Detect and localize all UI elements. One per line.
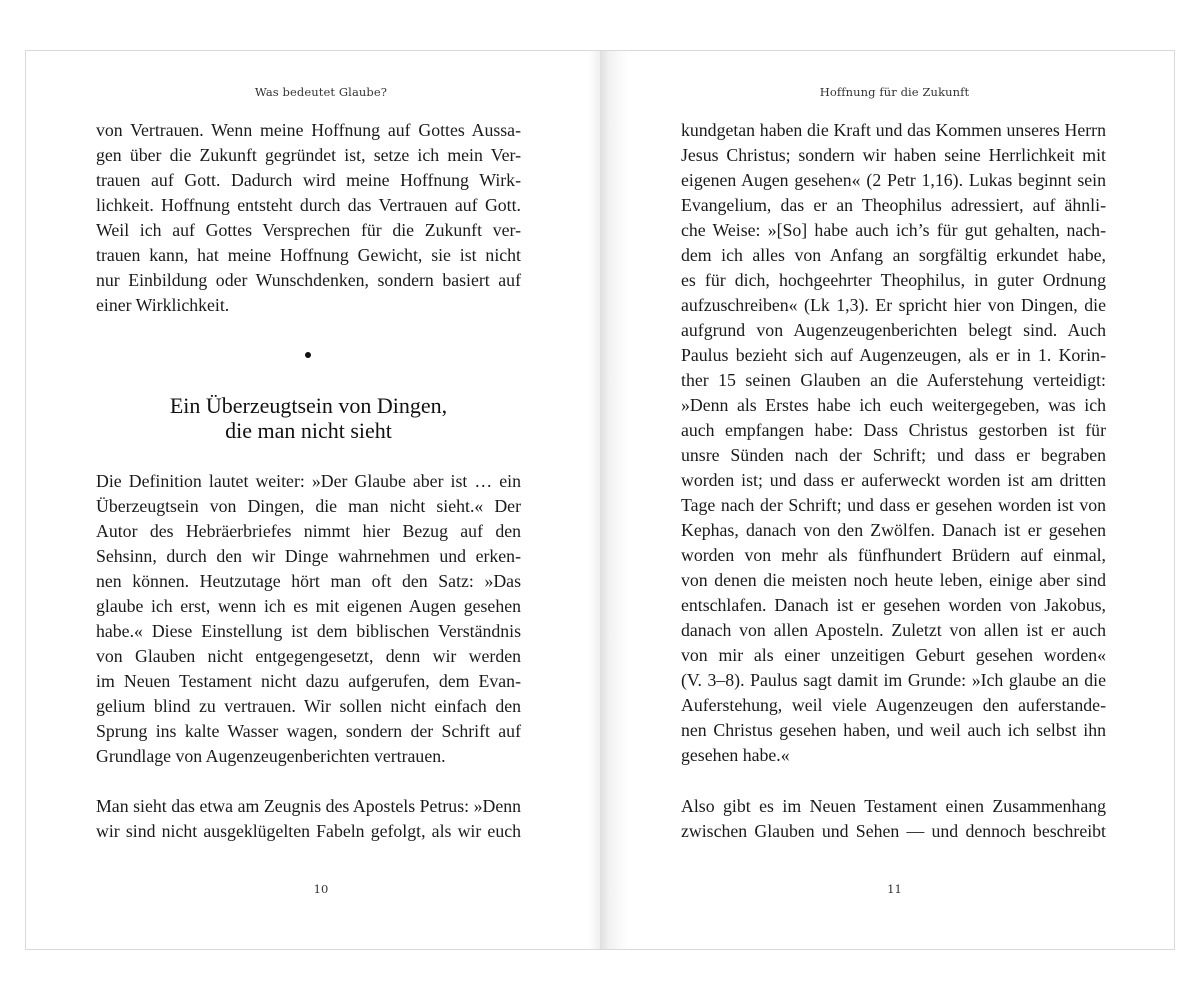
right-page [600, 51, 1174, 949]
text-line: dem ich alles von Anfang an sorgfältig erkundet habe, [681, 245, 1106, 265]
text-line: lichkeit. Hoffnung entsteht durch das Vertrauen auf Gott. [96, 195, 521, 215]
left-paragraph-1 [96, 118, 521, 318]
text-line: Autor des Hebräerbriefes nimmt hier Bezug auf den [96, 521, 521, 541]
page-number-right: 11 [887, 882, 902, 896]
text-line: von Vertrauen. Wenn meine Hoffnung auf Gottes Aussa- [96, 120, 521, 140]
text-line: Kephas, danach von den Zwölfen. Danach ist er gesehen [681, 520, 1106, 540]
text-line: glaube ich erst, wenn ich es mit eigenen Augen gesehen [96, 596, 521, 616]
text-line: eigenen Augen gesehen« (2 Petr 1,16). Lukas beginnt sein [681, 170, 1106, 190]
text-line: aufgrund von Augenzeugenberichten belegt sind. Auch [681, 320, 1106, 340]
running-head-left: Was bedeutet Glaube? [254, 85, 388, 99]
text-line: worden von mehr als fünfhundert Brüdern auf einmal, [681, 545, 1106, 565]
left-paragraph-3 [96, 794, 521, 844]
text-line: auch empfangen habe: Dass Christus gestorben ist für [681, 420, 1106, 440]
left-paragraph-2 [96, 469, 521, 769]
text-line: im Neuen Testament nicht dazu aufgerufen, dem Evan- [96, 671, 521, 691]
section-ornament-dot [305, 352, 311, 358]
text-line: unsre Sünden nach der Schrift; und dass er begraben [681, 445, 1106, 465]
text-line: Überzeugtsein von Dingen, die man nicht sieht.« Der [96, 496, 521, 516]
text-line: Man sieht das etwa am Zeugnis des Apostels Petrus: »Denn [96, 796, 521, 816]
page-number-left: 10 [313, 882, 329, 896]
text-line: trauen auf Gott. Dadurch wird meine Hoffnung Wirk- [96, 170, 521, 190]
running-head-right: Hoffnung für die Zukunft [819, 85, 970, 99]
right-paragraph-1 [681, 118, 1106, 768]
text-line: Evangelium, das er an Theophilus adressiert, auf ähnli- [681, 195, 1106, 215]
text-line: »Denn als Erstes habe ich euch weitergegeben, was ich [681, 395, 1106, 415]
text-line: nen Christus gesehen haben, und weil auch ich selbst ihn [681, 720, 1106, 740]
text-line: habe.« Diese Einstellung ist dem biblischen Verständnis [96, 621, 521, 641]
text-line: gesehen habe.« [681, 745, 790, 765]
text-line: (V. 3–8). Paulus sagt damit im Grunde: »Ich glaube an die [681, 670, 1106, 690]
text-line: es für dich, hochgeehrter Theophilus, in guter Ordnung [681, 270, 1106, 290]
text-line: Auferstehung, weil viele Augenzeugen den auferstande- [681, 695, 1106, 715]
heading-line: Ein Überzeugtsein von Dingen, [169, 393, 448, 418]
text-line: nur Einbildung oder Wunschdenken, sondern basiert auf [96, 270, 521, 290]
text-line: Tage nach der Schrift; und dass er gesehen worden ist von [681, 495, 1106, 515]
text-line: von Glauben nicht entgegengesetzt, denn wir werden [96, 646, 521, 666]
right-paragraph-2 [681, 794, 1106, 844]
text-line: aufzuschreiben« (Lk 1,3). Er spricht hier von Dingen, die [681, 295, 1106, 315]
left-page [26, 51, 600, 949]
heading-line: die man nicht sieht [225, 418, 392, 443]
text-line: zwischen Glauben und Sehen — und dennoch beschreibt [681, 821, 1106, 841]
book-spread [25, 50, 1175, 950]
text-line: nen können. Heutzutage hört man oft den Satz: »Das [96, 571, 521, 591]
text-line: Weil ich auf Gottes Versprechen für die Zukunft ver- [96, 220, 521, 240]
text-line: ther 15 seinen Glauben an die Auferstehung verteidigt: [681, 370, 1106, 390]
text-line: worden ist; und dass er auferweckt worden ist am dritten [681, 470, 1106, 490]
text-line: entschlafen. Danach ist er gesehen worden von Jakobus, [681, 595, 1106, 615]
text-line: Grundlage von Augenzeugenberichten vertrauen. [96, 746, 446, 766]
text-line: von mir als einer unzeitigen Geburt gesehen worden« [681, 645, 1106, 665]
text-line: gelium blind zu vertrauen. Wir sollen nicht einfach den [96, 696, 521, 716]
text-line: Jesus Christus; sondern wir haben seine Herrlichkeit mit [681, 145, 1106, 165]
text-line: einer Wirklichkeit. [96, 295, 230, 315]
section-heading [96, 393, 521, 443]
text-line: Sehsinn, durch den wir Dinge wahrnehmen und erken- [96, 546, 521, 566]
text-line: Also gibt es im Neuen Testament einen Zusammenhang [681, 796, 1106, 816]
text-line: Die Definition lautet weiter: »Der Glaube aber ist … ein [96, 471, 521, 491]
text-line: danach von allen Aposteln. Zuletzt von allen ist er auch [681, 620, 1106, 640]
text-line: Paulus bezieht sich auf Augenzeugen, als er in 1. Korin- [681, 345, 1106, 365]
text-line: von denen die meisten noch heute leben, einige aber sind [681, 570, 1106, 590]
text-line: che Weise: »[So] habe auch ich’s für gut gehalten, nach- [681, 220, 1106, 240]
text-line: Sprung ins kalte Wasser wagen, sondern der Schrift auf [96, 721, 521, 741]
text-line: trauen kann, hat meine Hoffnung Gewicht, sie ist nicht [96, 245, 521, 265]
text-line: wir sind nicht ausgeklügelten Fabeln gefolgt, als wir euch [96, 821, 521, 841]
text-line: gen über die Zukunft gegründet ist, setze ich mein Ver- [96, 145, 521, 165]
text-line: kundgetan haben die Kraft und das Kommen unseres Herrn [681, 120, 1106, 140]
